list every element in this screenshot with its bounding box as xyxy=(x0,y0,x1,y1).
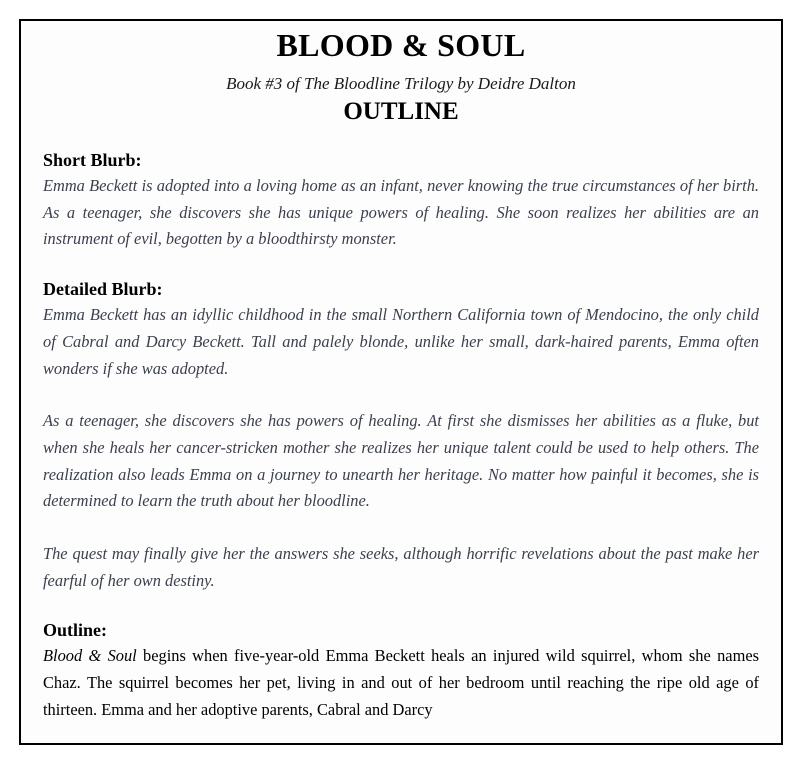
outline-main-heading: OUTLINE xyxy=(343,98,459,125)
outline-book-title: Blood & Soul xyxy=(43,646,137,666)
document-title: BLOOD & SOUL xyxy=(276,27,526,63)
detailed-blurb-paragraph: The quest may finally give her the answers she seeks, although horrific revelations about the past make her fearful of her own destiny. xyxy=(43,544,759,590)
outline-body-text: begins when five-year-old Emma Beckett heals an injured wild squirrel, whom she names Chaz. The squirrel becomes her pet, living in and out of her bedroom until reaching the ripe old age of thirteen. Emma and her adoptive parents, Cabral and Darcy xyxy=(43,646,759,719)
short-blurb-heading: Short Blurb: xyxy=(43,150,142,170)
document-subtitle: Book #3 of The Bloodline Trilogy by Deidre Dalton xyxy=(226,74,576,93)
short-blurb-text: Emma Beckett is adopted into a loving home as an infant, never knowing the true circumstances of her birth. As a teenager, she discovers she has unique powers of healing. She soon realizes her abilities are an instrument of evil, begotten by a bloodthirsty monster. xyxy=(43,176,759,249)
detailed-blurb-paragraph: Emma Beckett has an idyllic childhood in the small Northern California town of Mendocino, the only child of Cabral and Darcy Beckett. Tall and palely blonde, unlike her small, dark-haired parents, Emma often wonders if she was adopted. xyxy=(43,305,759,378)
detailed-blurb-paragraph: As a teenager, she discovers she has powers of healing. At first she dismisses her abilities as a fluke, but when she heals her cancer-stricken mother she realizes her unique talent could be used to help others. The realization also leads Emma on a journey to unearth her heritage. No matter how painful it becomes, she is determined to learn the truth about her bloodline. xyxy=(43,411,759,511)
document-content xyxy=(43,27,759,724)
detailed-blurb-heading: Detailed Blurb: xyxy=(43,279,163,300)
outline-text xyxy=(43,643,759,723)
document-page xyxy=(19,19,783,745)
outline-heading: Outline: xyxy=(43,620,108,641)
